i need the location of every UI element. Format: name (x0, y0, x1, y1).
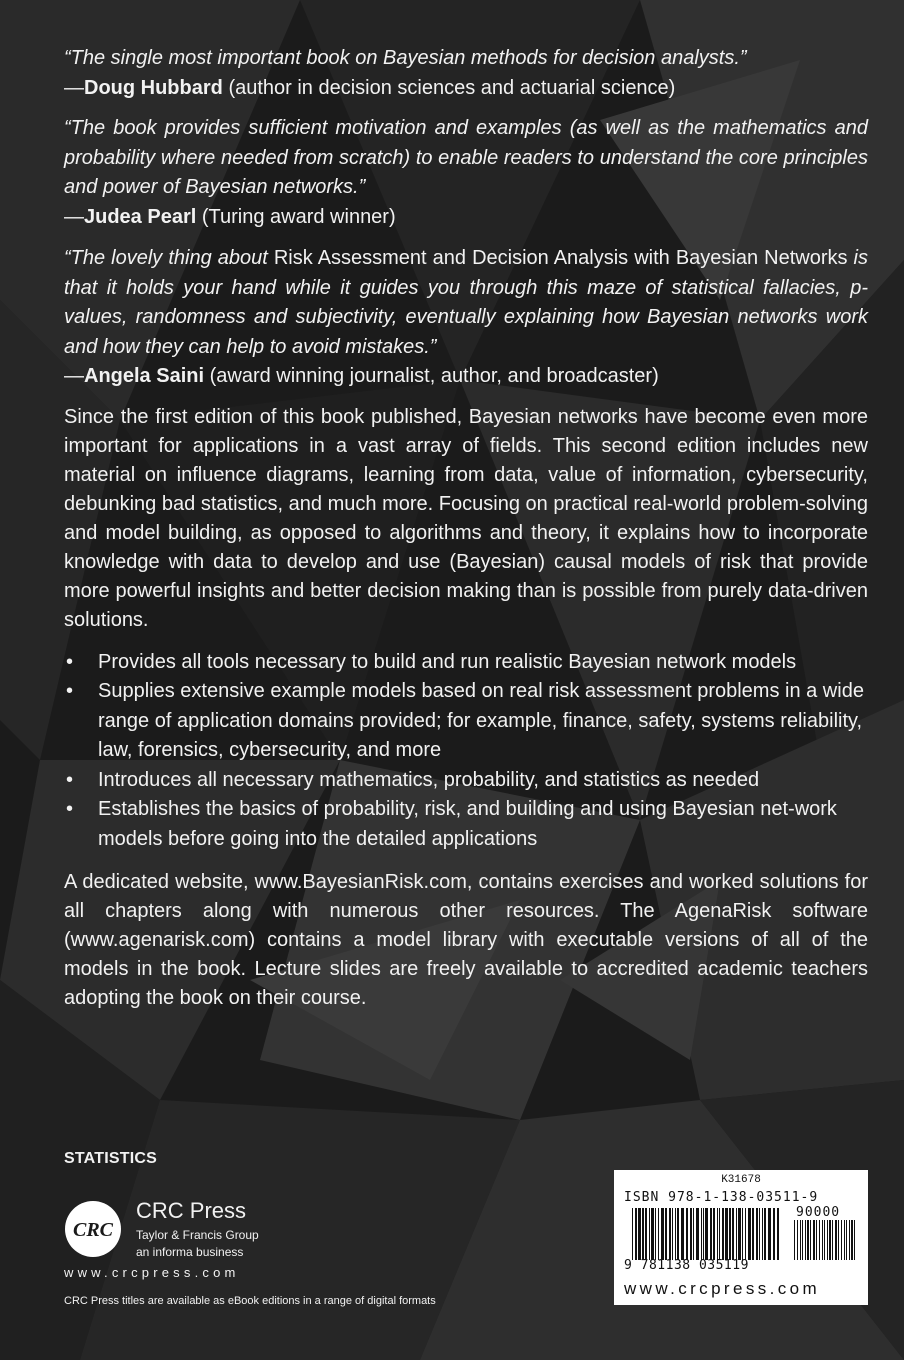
quote-attribution (64, 203, 868, 233)
list-item (64, 677, 868, 766)
barcode-bar (748, 1208, 751, 1260)
list-item-text: Provides all tools necessary to build and run realistic Bayesian network models (98, 650, 797, 673)
bullet-icon: • (66, 768, 74, 791)
barcode-bar (827, 1220, 828, 1260)
barcode-bar (645, 1208, 647, 1260)
list-item (64, 795, 868, 854)
attribution-dash: — (64, 365, 84, 387)
barcode-bar (854, 1220, 855, 1260)
barcode-bar (797, 1220, 798, 1260)
barcode-bar (738, 1208, 741, 1260)
quote-author-role: (award winning journalist, author, and broadcaster) (209, 365, 659, 387)
barcode-bar (642, 1208, 644, 1260)
barcode-bar (851, 1220, 853, 1260)
website-info: A dedicated website, www.BayesianRisk.com, contains exercises and worked solutions for all chapters along with numerous other resources. The AgenaRisk software (www.agenarisk.com) contains a model library with executable versions of all of the models in the book. Lecture slides are freely available to accredited academic teachers adopting the book on their course. (64, 871, 868, 1009)
barcode-bar (752, 1208, 754, 1260)
barcode-bar (810, 1220, 811, 1260)
ebook-note: CRC Press titles are available as eBook editions in a range of digital formats (64, 1295, 436, 1307)
barcode-bar (722, 1208, 724, 1260)
bullet-icon: • (66, 680, 74, 702)
quote-text: “The single most important book on Bayesian methods for decision analysts.” (64, 47, 747, 69)
publisher-group: Taylor & Francis Group (136, 1228, 259, 1242)
quote-book-title: Risk Assessment and Decision Analysis with Bayesian Networks (273, 247, 848, 269)
barcode-bar (822, 1220, 823, 1260)
publisher-group-sub: an informa business (136, 1245, 244, 1259)
barcode-bars-main (632, 1208, 782, 1260)
quote-text-pre: “The lovely thing about (64, 247, 274, 269)
barcode-bar (669, 1208, 671, 1260)
category-label: STATISTICS (64, 1150, 157, 1167)
attribution-dash: — (64, 205, 84, 228)
publisher-url: www.crcpress.com (64, 1265, 240, 1280)
barcode-bar (846, 1220, 847, 1260)
barcode-bars-addon (794, 1220, 858, 1260)
barcode-bar (777, 1208, 779, 1260)
barcode-bar (701, 1208, 702, 1260)
barcode-bar (658, 1208, 659, 1260)
crc-logo-icon (64, 1200, 122, 1258)
barcode-bar (655, 1208, 656, 1260)
barcode-bar (835, 1220, 837, 1260)
quote-author-role: (Turing award winner) (201, 205, 396, 228)
barcode-bar (794, 1220, 795, 1260)
barcode-bar (719, 1208, 720, 1260)
endorsement-quote (64, 244, 868, 392)
barcode-bar (710, 1208, 712, 1260)
barcode-bar (732, 1208, 734, 1260)
barcode-bar (759, 1208, 760, 1260)
quote-author: Judea Pearl (84, 205, 197, 228)
barcode-bar (813, 1220, 815, 1260)
barcode-bar (764, 1208, 766, 1260)
isbn-barcode (614, 1170, 868, 1305)
book-code: K31678 (721, 1174, 761, 1186)
barcode-bar (729, 1208, 731, 1260)
endorsement-quote (64, 114, 868, 232)
barcode-bar (838, 1220, 839, 1260)
barcode-bar (632, 1208, 633, 1260)
barcode-bar (736, 1208, 737, 1260)
price-addon: 90000 (796, 1205, 841, 1220)
isbn-number: ISBN 978-1-138-03511-9 (624, 1190, 819, 1205)
barcode-bar (742, 1208, 743, 1260)
barcode-bar (690, 1208, 692, 1260)
barcode-bar (681, 1208, 684, 1260)
barcode-bar (832, 1220, 833, 1260)
quote-author: Doug Hubbard (84, 76, 223, 99)
barcode-bar (807, 1220, 809, 1260)
barcode-bar (635, 1208, 637, 1260)
barcode-bar (819, 1220, 820, 1260)
quote-author: Angela Saini (84, 365, 205, 387)
barcode-bar (725, 1208, 728, 1260)
list-item-text: Establishes the basics of probability, risk, and building and using Bayesian net-work models before going into the detailed applications (98, 798, 837, 850)
barcode-bar (849, 1220, 850, 1260)
crc-logo-text: CRC (72, 1219, 114, 1241)
bullet-icon: • (66, 650, 74, 673)
barcode-bar (841, 1220, 842, 1260)
barcode-bar (686, 1208, 688, 1260)
barcode-bar (696, 1208, 699, 1260)
publisher-name: CRC Press (136, 1198, 247, 1223)
barcode-bar (717, 1208, 718, 1260)
barcode-bar (665, 1208, 667, 1260)
list-item-text: Introduces all necessary mathematics, probability, and statistics as needed (98, 768, 760, 791)
quote-attribution (64, 74, 868, 104)
barcode-bar (762, 1208, 763, 1260)
barcode-bar (745, 1208, 746, 1260)
barcode-url: www.crcpress.com (624, 1279, 821, 1298)
barcode-bar (824, 1220, 825, 1260)
quote-text: “The book provides sufficient motivation and examples (as well as the mathematics and probability where needed from scratch) to enable readers to understand the core principles and power of Bayesian networks.” (64, 117, 868, 198)
barcode-bar (677, 1208, 679, 1260)
barcode-bar (649, 1208, 650, 1260)
barcode-digits: 9 781138 035119 (624, 1258, 749, 1273)
bullet-icon: • (66, 798, 74, 820)
feature-list (64, 648, 868, 855)
list-item (64, 648, 868, 678)
endorsement-quote (64, 44, 868, 103)
barcode-bar (693, 1208, 694, 1260)
barcode-bar (705, 1208, 708, 1260)
quote-attribution (64, 362, 868, 392)
barcode-bar (816, 1220, 817, 1260)
barcode-bar (844, 1220, 845, 1260)
list-item-text: Supplies extensive example models based on real risk assessment problems in a wide range of application domains provided; for example, finance, safety, systems reliability, law, forensics, cybersecurity, and more (98, 680, 864, 761)
barcode-bar (829, 1220, 831, 1260)
main-text-column (64, 44, 868, 1013)
barcode-bar (672, 1208, 673, 1260)
attribution-dash: — (64, 76, 84, 99)
barcode-bar (773, 1208, 775, 1260)
list-item (64, 766, 868, 796)
barcode-bar (661, 1208, 664, 1260)
book-description: Since the first edition of this book published, Bayesian networks have become even more important for applications in a vast array of fields. This second edition includes new material on influence diagrams, learning from data, value of information, cybersecurity, debunking bad statistics, and much more. Focusing on practical real-world problem-solving and model building, as opposed to algorithms and theory, it explains how to incorporate knowledge with data to develop and use (Bayesian) causal models of risk that provide more powerful insights and better decision making than is possible from purely data-driven solutions. (64, 405, 868, 631)
barcode-bar (675, 1208, 676, 1260)
quote-author-role: (author in decision sciences and actuarial science) (228, 76, 676, 99)
barcode-bar (805, 1220, 806, 1260)
barcode-bar (651, 1208, 654, 1260)
barcode-bar (756, 1208, 758, 1260)
barcode-bar (768, 1208, 771, 1260)
quote-text-post: is that it holds your hand while it guides you through this maze of statistical fallacies, p-values, randomness and subjectivity, eventually explaining how Bayesian networks work and how they can help to avoid mistakes.” (64, 247, 869, 358)
barcode-bar (713, 1208, 715, 1260)
barcode-bar (800, 1220, 801, 1260)
barcode-bar (802, 1220, 803, 1260)
barcode-bar (638, 1208, 641, 1260)
barcode-bar (703, 1208, 704, 1260)
